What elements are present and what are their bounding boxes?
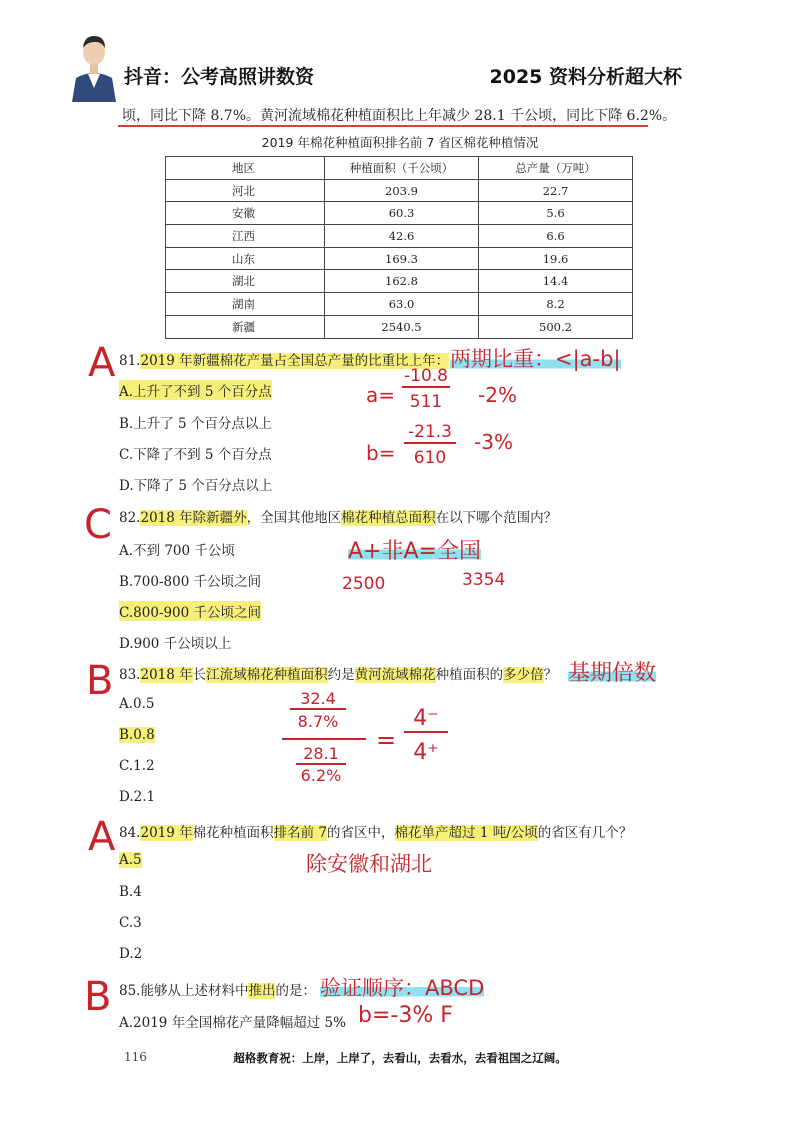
table-cell: 162.8 (325, 270, 479, 293)
question-84-stem (119, 821, 632, 841)
red-underline (118, 125, 648, 127)
table-cell: 42.6 (325, 225, 479, 248)
table-cell: 169.3 (325, 247, 479, 270)
note-82-equation: A+非A=全国 (348, 534, 481, 565)
note-81-b-num: -21.3 (404, 422, 456, 444)
note-81-a-num: -10.8 (404, 366, 448, 386)
header-right-title: 2025 资料分析超大杯 (489, 66, 682, 88)
table-cell: 8.2 (479, 293, 633, 316)
highlighted-text: 棉花种植总面积 (341, 510, 436, 526)
table-cell: 山东 (166, 247, 325, 270)
page-number: 116 (124, 1050, 147, 1064)
note-83-num1: 32.4 (290, 689, 346, 710)
table-row (166, 315, 633, 338)
note-83-den1: 8.7% (297, 712, 339, 731)
note-83-title: 基期倍数 (568, 656, 656, 687)
note-83-result-den: 4⁺ (413, 740, 439, 765)
table-row (166, 225, 633, 248)
option-83-c[interactable]: C.1.2 (119, 758, 155, 774)
plain-text: 约是 (327, 667, 355, 683)
option-83-b[interactable]: B.0.8 (119, 727, 155, 743)
note-81-b-rhs: -3% (474, 430, 513, 454)
plain-text: ，全国其他地区 (246, 510, 342, 526)
table-cell: 203.9 (325, 179, 479, 202)
option-85-a[interactable]: A.2019 年全国棉花产量降幅超过 5% (119, 1015, 346, 1031)
highlighted-text: 推出 (248, 983, 276, 999)
question-85-stem (119, 979, 316, 999)
table-cell: 6.6 (479, 225, 633, 248)
table-cell: 22.7 (479, 179, 633, 202)
note-83-equals: = (376, 726, 397, 754)
table-cell: 2540.5 (325, 315, 479, 338)
presenter-avatar (68, 28, 120, 102)
note-84: 除安徽和湖北 (306, 852, 432, 876)
note-81-a-den: 511 (409, 392, 443, 412)
option-82-b[interactable]: B.700-800 千公顷之间 (119, 574, 262, 590)
question-number: 85. (119, 983, 141, 999)
plain-text: 的是： (275, 983, 316, 999)
note-85-b: b=-3% F (358, 1003, 453, 1028)
table-cell: 河北 (166, 179, 325, 202)
plain-text: 棉花种植面积 (192, 825, 274, 841)
plain-text: 的省区中， (327, 825, 395, 841)
note-83-den2: 6.2% (300, 766, 342, 785)
plain-text: 能够从上述材料中 (140, 983, 249, 999)
answer-mark-85: B (84, 974, 112, 1020)
highlighted-text: 2019 年新疆棉花产量占全国总产量的比重比上年： (140, 353, 450, 369)
table-row (166, 202, 633, 225)
option-84-b[interactable]: B.4 (119, 884, 142, 900)
answer-mark-84: A (88, 814, 116, 860)
data-table (165, 156, 633, 339)
option-81-b[interactable]: B.上升了 5 个百分点以上 (119, 416, 272, 432)
note-85-title: 验证顺序：ABCD (320, 972, 484, 1002)
plain-text: 的省区有几个？ (537, 825, 633, 841)
table-row (166, 270, 633, 293)
answer-mark-83: B (86, 658, 114, 704)
question-82-stem (119, 506, 557, 526)
note-81-b-lhs: b= (366, 441, 396, 465)
question-number: 83. (119, 667, 141, 683)
note-81-a-rhs: -2% (478, 383, 517, 407)
material-text: 顷，同比下降 8.7%。黄河流域棉花种植面积比上年减少 28.1 千公顷，同比下降 6.2%。 (122, 108, 677, 124)
note-81-a-lhs: a= (366, 383, 396, 407)
table-row (166, 293, 633, 316)
option-82-c[interactable]: C.800-900 千公顷之间 (119, 601, 261, 621)
question-83-stem (119, 663, 557, 683)
table-title: 2019 年棉花种植面积排名前 7 省区棉花种植情况 (261, 135, 539, 150)
option-84-c[interactable]: C.3 (119, 915, 142, 931)
highlighted-text: 2019 年 (140, 825, 193, 841)
highlighted-text: 黄河流域棉花 (354, 667, 436, 683)
main-fraction-bar (282, 738, 366, 740)
note-81-b-den: 610 (413, 448, 447, 468)
note-83-result-num: 4⁻ (404, 706, 448, 733)
table-cell: 江西 (166, 225, 325, 248)
header-left-title: 抖音：公考高照讲数资 (124, 66, 315, 88)
table-cell: 安徽 (166, 202, 325, 225)
option-81-a[interactable]: A.上升了不到 5 个百分点 (119, 380, 272, 400)
table-cell: 63.0 (325, 293, 479, 316)
highlighted-text: 多少倍 (503, 667, 544, 683)
question-number: 82. (119, 510, 141, 526)
table-cell: 新疆 (166, 315, 325, 338)
plain-text: 种植面积的 (435, 667, 504, 683)
table-cell: 500.2 (479, 315, 633, 338)
table-cell: 5.6 (479, 202, 633, 225)
plain-text: ？ (543, 667, 558, 683)
highlighted-text: 2018 年 (140, 667, 193, 683)
option-83-d[interactable]: D.2.1 (119, 789, 156, 805)
option-82-d[interactable]: D.900 千公顷以上 (119, 636, 232, 652)
question-number: 84. (119, 825, 141, 841)
answer-mark-81: A (88, 340, 116, 386)
question-81-stem (119, 349, 449, 369)
option-82-a[interactable]: A.不到 700 千公顷 (119, 543, 235, 559)
note-82-left-value: 2500 (342, 574, 386, 594)
highlighted-text: 棉花单产超过 1 吨/公顷 (394, 825, 538, 841)
table-row (166, 179, 633, 202)
note-81-title: 两期比重：<|a-b| (450, 343, 621, 373)
table-cell: 湖南 (166, 293, 325, 316)
highlighted-text: 江流域棉花种植面积 (206, 667, 328, 683)
question-number: 81. (119, 353, 141, 369)
table-header-cell: 总产量（万吨） (479, 157, 633, 180)
highlighted-text: 排名前 7 (273, 825, 328, 841)
table-cell: 湖北 (166, 270, 325, 293)
table-header-cell: 种植面积（千公顷） (325, 157, 479, 180)
option-81-d[interactable]: D.下降了 5 个百分点以上 (119, 478, 273, 494)
note-83-num2: 28.1 (296, 744, 346, 765)
table-header-row (166, 157, 633, 180)
table-header-cell: 地区 (166, 157, 325, 180)
option-83-a[interactable]: A.0.5 (119, 696, 155, 712)
option-84-d[interactable]: D.2 (119, 946, 143, 962)
note-82-right-value: 3354 (462, 570, 506, 590)
plain-text: 在以下哪个范围内？ (435, 510, 558, 526)
table-cell: 19.6 (479, 247, 633, 270)
option-84-a[interactable]: A.5 (119, 852, 142, 868)
footer-slogan: 超格教育祝：上岸，上岸了，去看山，去看水，去看祖国之辽阔。 (233, 1051, 567, 1065)
table-cell: 60.3 (325, 202, 479, 225)
table-cell: 14.4 (479, 270, 633, 293)
answer-mark-82: C (84, 502, 112, 548)
highlighted-text: 2018 年除新疆外 (140, 510, 247, 526)
plain-text: 长 (192, 667, 207, 683)
option-81-c[interactable]: C.下降了不到 5 个百分点 (119, 447, 272, 463)
table-row (166, 247, 633, 270)
